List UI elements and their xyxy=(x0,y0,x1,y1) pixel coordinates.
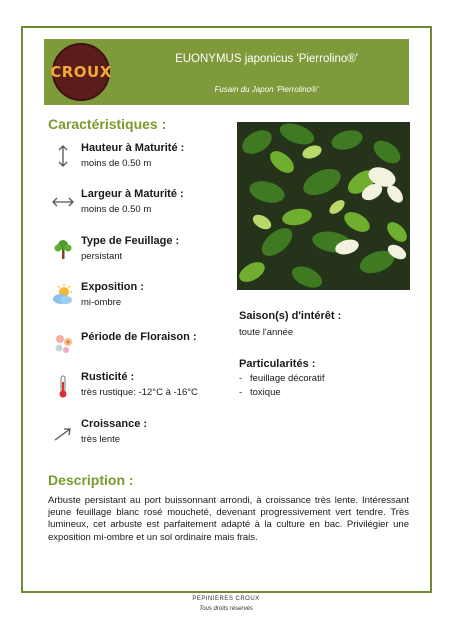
croux-logo xyxy=(52,43,110,101)
flowers-icon xyxy=(51,331,75,355)
header-bar xyxy=(44,39,409,105)
logo-text: CROUX xyxy=(50,63,112,81)
flowering-label: Période de Floraison : xyxy=(81,331,197,343)
foliage-label: Type de Feuillage : xyxy=(81,235,180,247)
foliage-item xyxy=(51,235,241,271)
footer-rights: Tous droits réservés xyxy=(199,606,253,612)
hardiness-item xyxy=(51,371,241,407)
description-text: Arbuste persistant au port buissonnant arrondi, à croissance très lente. Intéressant jeune feuillage blanc rosé moucheté, devenant progressivement vert tendre. Très lumineux, cet arbuste est parfaitement adapté à la culture en bac. Privilégier une exposition mi-ombre et un sol ordinaire mais frais. xyxy=(48,495,409,543)
features-list xyxy=(239,373,324,401)
growth-item xyxy=(51,418,241,454)
width-item xyxy=(51,188,241,224)
flowering-item xyxy=(51,325,241,361)
plant-sheet xyxy=(21,26,432,593)
height-value: moins de 0.50 m xyxy=(81,158,152,169)
characteristics-title: Caractéristiques : xyxy=(48,116,167,132)
plant-name: EUONYMUS japonicus 'Pierrolino®' xyxy=(175,53,358,65)
growth-arrow-icon xyxy=(51,422,75,446)
plant-photo xyxy=(237,122,410,290)
sun-cloud-icon xyxy=(51,283,75,307)
foliage-value: persistant xyxy=(81,251,123,262)
hardiness-label: Rusticité : xyxy=(81,371,135,383)
tree-icon xyxy=(51,237,75,261)
thermometer-icon xyxy=(51,375,75,399)
height-item xyxy=(51,142,241,178)
plant-common-name: Fusain du Japon 'Pierrolino®' xyxy=(214,85,319,94)
footer-company: PEPINIERES CROUX xyxy=(192,596,260,602)
vertical-arrows-icon xyxy=(51,144,75,168)
growth-label: Croissance : xyxy=(81,418,148,430)
exposure-label: Exposition : xyxy=(81,281,144,293)
growth-value: très lente xyxy=(81,434,121,445)
exposure-value: mi-ombre xyxy=(81,297,122,308)
feature-item: - feuillage décoratif xyxy=(239,373,324,387)
width-label: Largeur à Maturité : xyxy=(81,188,184,200)
season-value: toute l'année xyxy=(239,327,294,338)
horizontal-arrows-icon xyxy=(51,190,75,214)
feature-item: - toxique xyxy=(239,387,324,401)
width-value: moins de 0.50 m xyxy=(81,204,152,215)
season-title: Saison(s) d'intérêt : xyxy=(239,310,342,322)
features-title: Particularités : xyxy=(239,358,316,370)
height-label: Hauteur à Maturité : xyxy=(81,142,185,154)
exposure-item xyxy=(51,281,241,317)
description-title: Description : xyxy=(48,472,134,488)
hardiness-value: très rustique: -12°C à -16°C xyxy=(81,387,198,398)
